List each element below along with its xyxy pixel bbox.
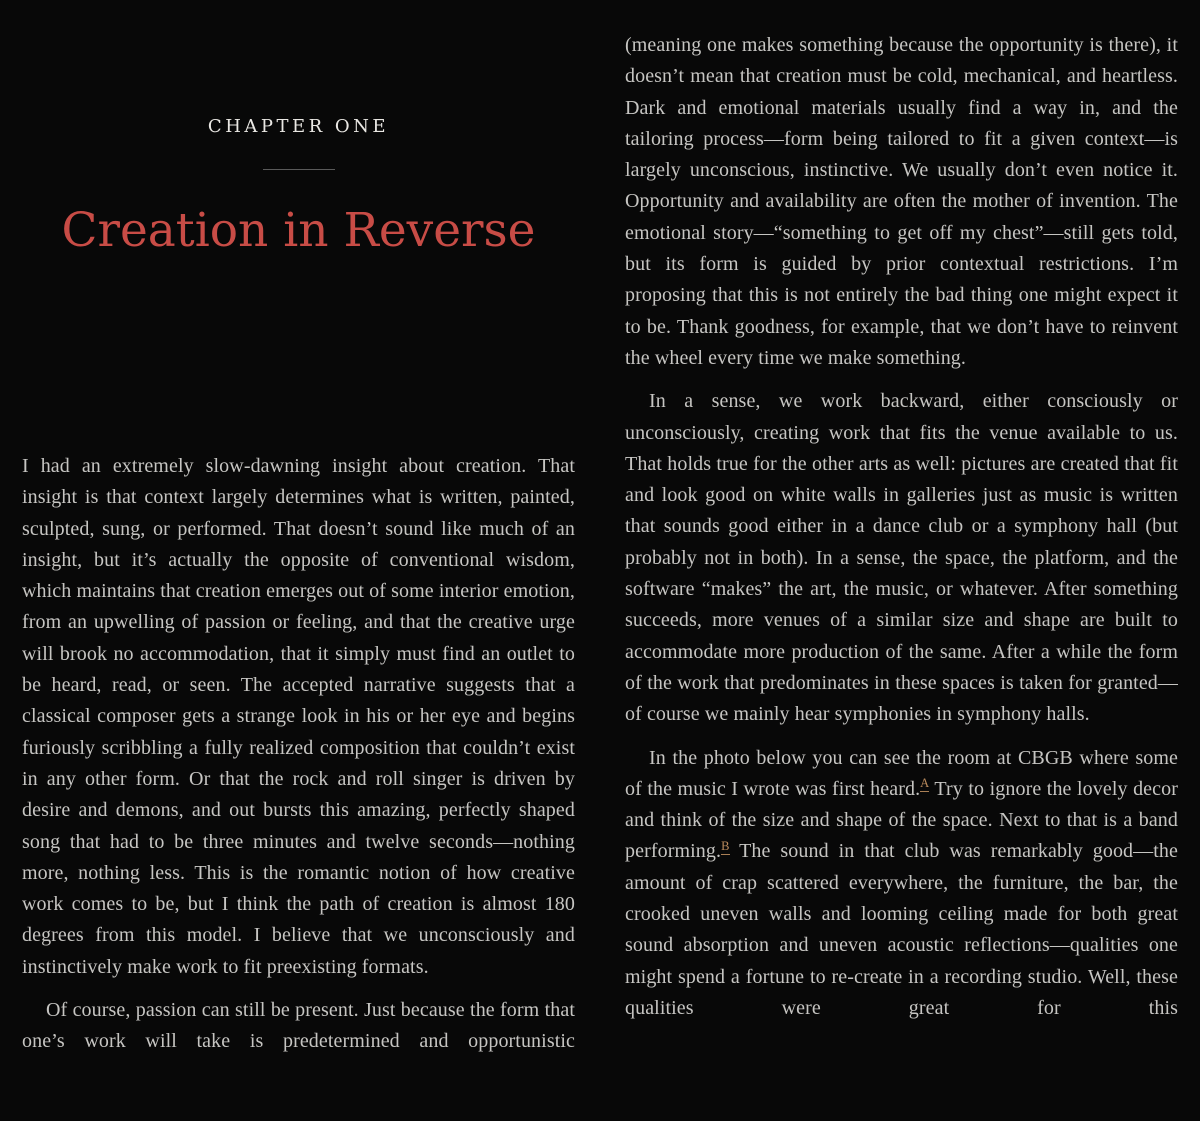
chapter-header bbox=[22, 30, 575, 258]
chapter-divider bbox=[263, 169, 335, 170]
footnote-link-b[interactable]: B bbox=[721, 838, 730, 853]
left-column bbox=[22, 30, 575, 1121]
paragraph-5-segment-3: The sound in that club was remarkably good—the amount of crap scattered everywhere, the furniture, the bar, the crooked uneven walls and looming ceiling made for both great sound absorption and uneven acoustic reflections—qualities one might spend a fortune to re-create in a recording studio. Well, these qualities were great for this bbox=[625, 840, 1178, 1019]
right-column bbox=[625, 30, 1178, 1121]
body-paragraph-1: I had an extremely slow-dawning insight about creation. That insight is that context largely determines what is written, painted, sculpted, sung, or performed. That doesn’t sound like much of an insight, but it’s actually the opposite of conventional wisdom, which maintains that creation emerges out of some interior emotion, from an upwelling of passion or feeling, and that the creative urge will brook no accommodation, that it simply must find an outlet to be heard, read, or seen. The accepted narrative suggests that a classical composer gets a strange look in his or her eye and begins furiously scribbling a fully realized composition that couldn’t exist in any other form. Or that the rock and roll singer is driven by desire and demons, and out bursts this amazing, perfectly shaped song that had to be three minutes and twelve seconds—nothing more, nothing less. This is the romantic notion of how creative work comes to be, but I think the path of creation is almost 180 degrees from this model. I believe that we unconsciously and instinctively make work to fit preexisting formats. bbox=[22, 455, 575, 978]
chapter-title: Creation in Reverse bbox=[61, 203, 536, 258]
chapter-label: CHAPTER ONE bbox=[207, 116, 390, 137]
paragraph-5-segment-2: Try to ignore the lovely decor and think of the size and shape of the space. Next to that is a band performing. bbox=[625, 777, 1178, 863]
footnote-link-a[interactable]: A bbox=[920, 776, 930, 791]
body-paragraph-3: (meaning one makes something because the opportunity is there), it doesn’t mean that creation must be cold, mechanical, and heartless. Dark and emotional materials usually find a way in, and the tailoring process—form being tailored to fit a given context—is largely unconscious, instinctive. We usually don’t even notice it. Opportunity and availability are often the mother of invention. The emotional story—“something to get off my chest”—still gets told, but its form is guided by prior contextual restrictions. I’m proposing that this is not entirely the bad thing one might expect it to be. Thank goodness, for example, that we don’t have to reinvent the wheel every time we make something. bbox=[625, 34, 1178, 369]
body-paragraph-2: Of course, passion can still be present. Just because the form that one’s work will take is predetermined and opportunistic bbox=[22, 999, 575, 1053]
body-paragraph-4: In a sense, we work backward, either consciously or unconsciously, creating work that fits the venue available to us. That holds true for the other arts as well: pictures are created that fit and look good on white walls in galleries just as music is written that sounds good either in a dance club or a symphony hall (but probably not in both). In a sense, the space, the platform, and the software “makes” the art, the music, or whatever. After something succeeds, more venues of a similar size and shape are built to accommodate more production of the same. After a while the form of the work that predominates in these spaces is taken for granted—of course we mainly hear symphonies in symphony halls. bbox=[625, 390, 1178, 726]
paragraph-5-segment-1: In the photo below you can see the room at CBGB where some of the music I wrote was first heard. bbox=[625, 746, 1178, 800]
body-paragraph-5 bbox=[625, 743, 1178, 1025]
